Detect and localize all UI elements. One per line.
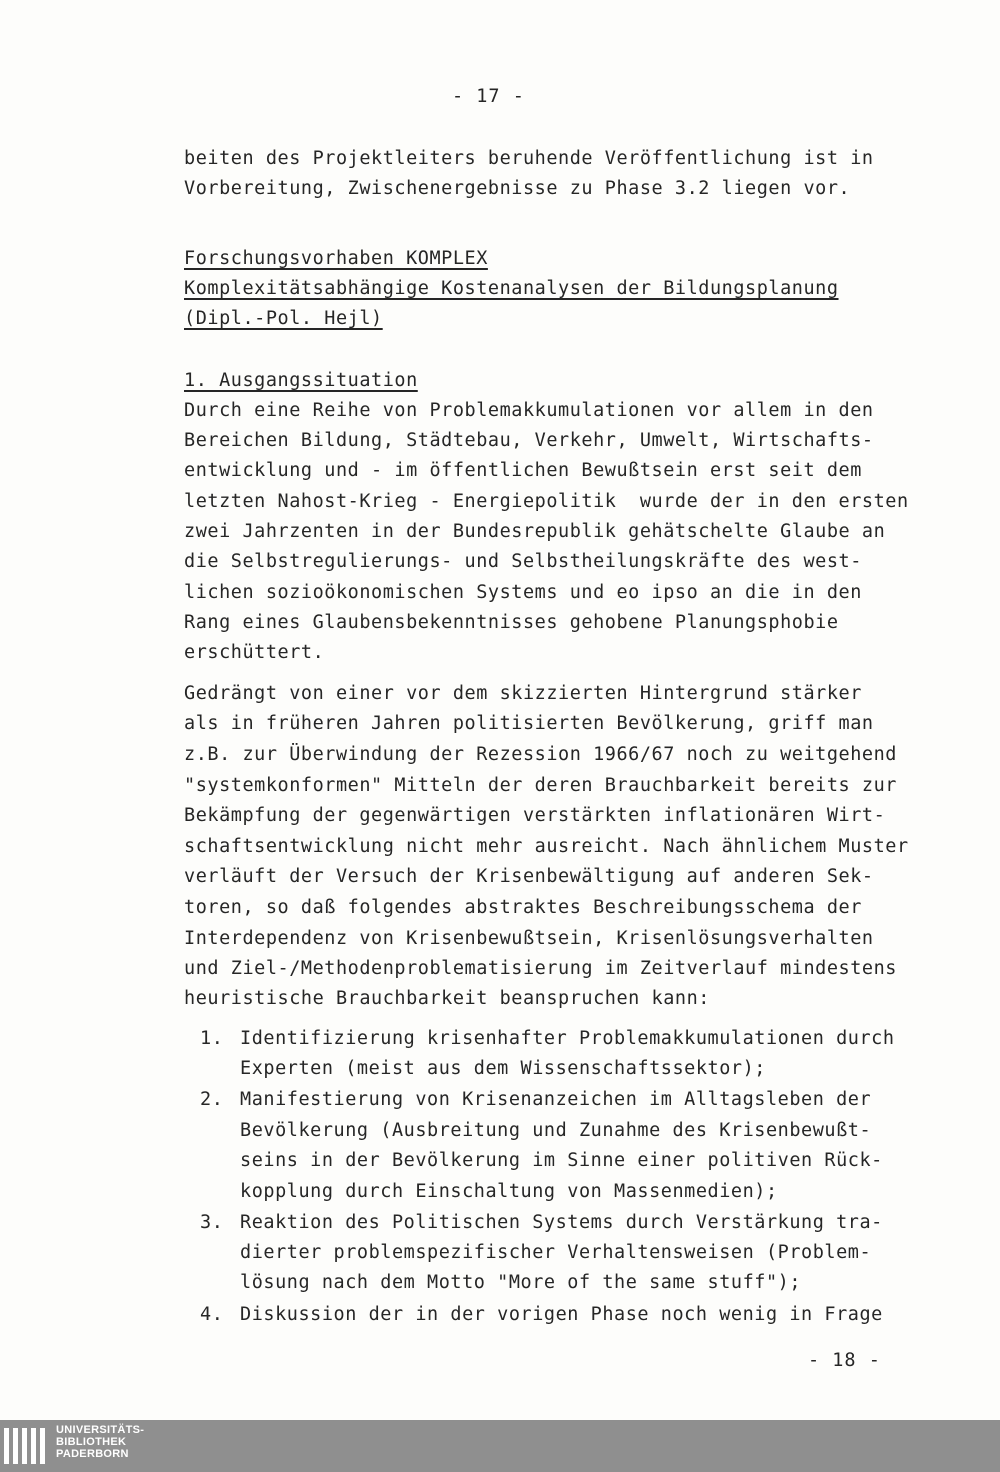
paragraph-line: entwicklung und - im öffentlichen Bewußtsein erst seit dem [184,460,862,481]
paragraph-line: als in früheren Jahren politisierten Bevölkerung, griff man [184,713,874,734]
list-number: 2. [200,1089,224,1110]
list-number: 1. [200,1028,224,1049]
library-name-line: UNIVERSITÄTS- [56,1424,145,1436]
list-item-line: kopplung durch Einschaltung von Massenmedien); [240,1181,778,1202]
page-number-top: - 17 - [452,86,525,107]
intro-line: beiten des Projektleiters beruhende Veröffentlichung ist in [184,148,874,169]
paragraph-line: Gedrängt von einer vor dem skizzierten Hintergrund stärker [184,683,862,704]
intro-line: Vorbereitung, Zwischenergebnisse zu Phase 3.2 liegen vor. [184,178,851,199]
list-item-line: dierter problemspezifischer Verhaltensweisen (Problem- [240,1242,872,1263]
library-name-line: BIBLIOTHEK [56,1436,127,1448]
paragraph-line: zwei Jahrzenten in der Bundesrepublik gehätschelte Glaube an [184,521,886,542]
list-item-line: Identifizierung krisenhafter Problemakkumulationen durch [240,1028,895,1049]
paragraph-line: und Ziel-/Methodenproblematisierung im Zeitverlauf mindestens [184,958,897,979]
list-number: 4. [200,1304,224,1325]
paragraph-line: Durch eine Reihe von Problemakkumulationen vor allem in den [184,400,874,421]
paragraph-line: "systemkonformen" Mitteln der deren Brauchbarkeit bereits zur [184,775,897,796]
paragraph-line: Bereichen Bildung, Städtebau, Verkehr, Umwelt, Wirtschafts- [184,430,874,451]
list-item-line: lösung nach dem Motto "More of the same stuff"); [240,1272,802,1293]
paragraph-line: Interdependenz von Krisenbewußtsein, Krisenlösungsverhalten [184,928,874,949]
paragraph-line: toren, so daß folgendes abstraktes Beschreibungsschema der [184,897,862,918]
project-author: (Dipl.-Pol. Hejl) [184,308,383,329]
list-item-line: Experten (meist aus dem Wissenschaftssektor); [240,1058,766,1079]
page-number-bottom: - 18 - [808,1350,881,1371]
paragraph-line: Bekämpfung der gegenwärtigen verstärkten inflationären Wirt- [184,805,886,826]
library-name-line: PADERBORN [56,1448,129,1460]
section-title: 1. Ausgangssituation [184,370,418,391]
list-number: 3. [200,1212,224,1233]
project-subtitle: Komplexitätsabhängige Kostenanalysen der Bildungsplanung [184,278,839,299]
paragraph-line: schaftsentwicklung nicht mehr ausreicht. Nach ähnlichem Muster [184,836,909,857]
library-name [56,1424,144,1460]
paragraph-line: Rang eines Glaubensbekenntnisses gehobene Planungsphobie [184,612,839,633]
library-logo-icon [4,1428,49,1464]
list-item-line: Diskussion der in der vorigen Phase noch wenig in Frage [240,1304,883,1325]
paragraph-line: heuristische Brauchbarkeit beanspruchen kann: [184,988,710,1009]
list-item-line: Reaktion des Politischen Systems durch Verstärkung tra- [240,1212,883,1233]
library-footer [0,1420,1000,1472]
paragraph-line: verläuft der Versuch der Krisenbewältigung auf anderen Sek- [184,866,874,887]
paragraph-line: z.B. zur Überwindung der Rezession 1966/67 noch zu weitgehend [184,744,897,765]
project-heading: Forschungsvorhaben KOMPLEX [184,248,488,269]
list-item-line: Manifestierung von Krisenanzeichen im Alltagsleben der [240,1089,872,1110]
list-item-line: seins in der Bevölkerung im Sinne einer politiven Rück- [240,1150,883,1171]
paragraph-line: die Selbstregulierungs- und Selbstheilungskräfte des west- [184,551,862,572]
list-item-line: Bevölkerung (Ausbreitung und Zunahme des Krisenbewußt- [240,1120,872,1141]
paragraph-line: erschüttert. [184,642,325,663]
paragraph-line: letzten Nahost-Krieg - Energiepolitik wurde der in den ersten [184,491,909,512]
paragraph-line: lichen sozioökonomischen Systems und eo ipso an die in den [184,582,862,603]
